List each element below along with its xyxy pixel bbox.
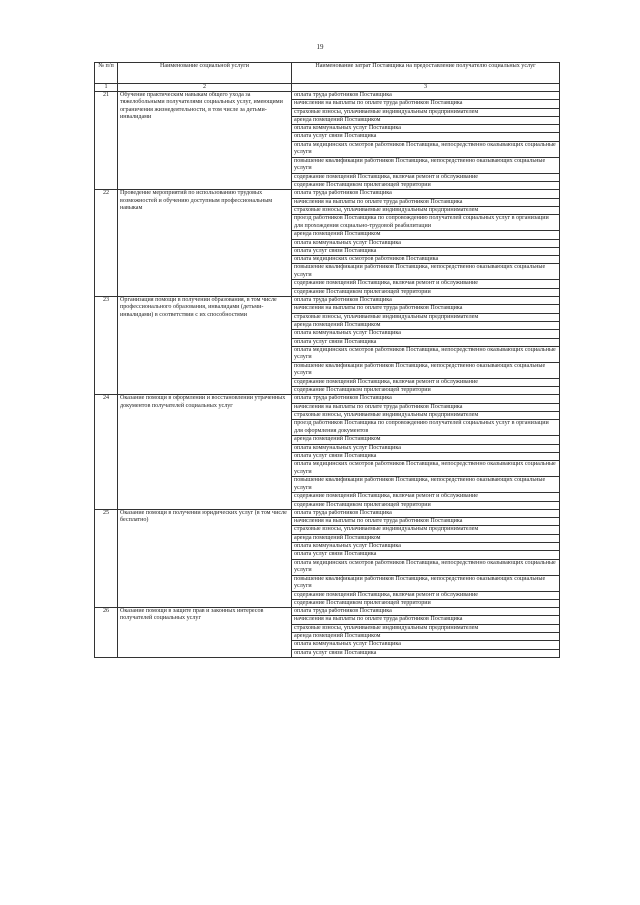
service-name: Оказание помощи в защите прав и законных интересов получателей социальных услуг — [118, 608, 292, 658]
cost-item: содержание помещений Поставщика, включая ремонт и обслуживание — [292, 591, 560, 599]
cost-item: начисления на выплаты по оплате труда работников Поставщика — [292, 616, 560, 624]
cost-item: начисления на выплаты по оплате труда работников Поставщика — [292, 100, 560, 108]
cost-item: оплата услуг связи Поставщика — [292, 452, 560, 460]
cost-item: содержание Поставщиком прилегающей территории — [292, 288, 560, 296]
index-2: 2 — [118, 84, 292, 92]
cost-item: аренда помещений Поставщиком — [292, 633, 560, 641]
cost-item: начисления на выплаты по оплате труда работников Поставщика — [292, 403, 560, 411]
cost-item: проезд работников Поставщика по сопровождению получателей социальных услуг в организации для прохождения социально-трудовой реабилитации — [292, 215, 560, 231]
header-service: Наименование социальной услуги — [118, 63, 292, 84]
table-row — [95, 395, 560, 403]
cost-item: содержание помещений Поставщика, включая ремонт и обслуживание — [292, 173, 560, 181]
cost-item: оплата коммунальных услуг Поставщика — [292, 330, 560, 338]
cost-item: оплата услуг связи Поставщика — [292, 551, 560, 559]
cost-item: начисления на выплаты по оплате труда работников Поставщика — [292, 305, 560, 313]
cost-item: оплата коммунальных услуг Поставщика — [292, 542, 560, 550]
cost-item: оплата медицинских осмотров работников Поставщика, непосредственно оказывающих социальные услуги — [292, 141, 560, 157]
cost-item: страховые взносы, уплачиваемые индивидуальным предпринимателем — [292, 108, 560, 116]
index-1: 1 — [95, 84, 118, 92]
cost-item: повышение квалификации работников Поставщика, непосредственно оказывающих социальные услуги — [292, 157, 560, 173]
cost-item: оплата коммунальных услуг Поставщика — [292, 239, 560, 247]
table-body — [95, 92, 560, 658]
cost-item: повышение квалификации работников Поставщика, непосредственно оказывающих социальные услуги — [292, 477, 560, 493]
index-3: 3 — [292, 84, 560, 92]
service-number: 23 — [95, 297, 118, 395]
service-name: Оказание помощи в оформлении и восстановлении утраченных документов получателей социальных услуг — [118, 395, 292, 509]
service-name: Обучение практическим навыкам общего ухода за тяжелобольными получателями социальных услуг, имеющими ограничения жизнедеятельности, в том числе за детьми-инвалидами — [118, 92, 292, 190]
cost-item: начисления на выплаты по оплате труда работников Поставщика — [292, 518, 560, 526]
header-costs: Наименование затрат Поставщика на предоставление получателю социальных услуг — [292, 63, 560, 84]
cost-item: оплата медицинских осмотров работников Поставщика — [292, 256, 560, 264]
cost-item: оплата труда работников Поставщика — [292, 92, 560, 100]
page-number: 19 — [316, 43, 324, 51]
cost-item: повышение квалификации работников Поставщика, непосредственно оказывающих социальные услуги — [292, 362, 560, 378]
cost-item: оплата услуг связи Поставщика — [292, 247, 560, 255]
table-index-row — [95, 84, 560, 92]
cost-item: начисления на выплаты по оплате труда работников Поставщика — [292, 198, 560, 206]
cost-item: аренда помещений Поставщиком — [292, 436, 560, 444]
cost-item: оплата услуг связи Поставщика — [292, 133, 560, 141]
cost-item: содержание помещений Поставщика, включая ремонт и обслуживание — [292, 493, 560, 501]
cost-item: страховые взносы, уплачиваемые индивидуальным предпринимателем — [292, 313, 560, 321]
table-row — [95, 190, 560, 198]
cost-item: оплата медицинских осмотров работников Поставщика, непосредственно оказывающих социальные услуги — [292, 461, 560, 477]
cost-item: оплата труда работников Поставщика — [292, 395, 560, 403]
cost-item: оплата коммунальных услуг Поставщика — [292, 125, 560, 133]
cost-item: содержание Поставщиком прилегающей территории — [292, 599, 560, 607]
table-row — [95, 297, 560, 305]
cost-item: содержание Поставщиком прилегающей территории — [292, 182, 560, 190]
service-name: Оказание помощи в получении юридических услуг (в том числе бесплатно) — [118, 509, 292, 607]
cost-item: оплата услуг связи Поставщика — [292, 649, 560, 657]
cost-item: страховые взносы, уплачиваемые индивидуальным предпринимателем — [292, 624, 560, 632]
cost-item: оплата труда работников Поставщика — [292, 297, 560, 305]
service-number: 22 — [95, 190, 118, 297]
cost-item: страховые взносы, уплачиваемые индивидуальным предпринимателем — [292, 412, 560, 420]
cost-item: аренда помещений Поставщиком — [292, 231, 560, 239]
table-row — [95, 608, 560, 616]
cost-item: оплата коммунальных услуг Поставщика — [292, 641, 560, 649]
cost-item: содержание помещений Поставщика, включая ремонт и обслуживание — [292, 280, 560, 288]
cost-item: оплата коммунальных услуг Поставщика — [292, 444, 560, 452]
cost-item: оплата труда работников Поставщика — [292, 608, 560, 616]
service-number: 25 — [95, 509, 118, 607]
cost-item: повышение квалификации работников Поставщика, непосредственно оказывающих социальные услуги — [292, 264, 560, 280]
cost-item: оплата труда работников Поставщика — [292, 509, 560, 517]
cost-item: проезд работников Поставщика по сопровождению получателей социальных услуг в организации для оформления документов — [292, 420, 560, 436]
cost-item: оплата услуг связи Поставщика — [292, 338, 560, 346]
table-row — [95, 92, 560, 100]
cost-item: повышение квалификации работников Поставщика, непосредственно оказывающих социальные услуги — [292, 575, 560, 591]
table-header-row — [95, 63, 560, 84]
cost-item: страховые взносы, уплачиваемые индивидуальным предпринимателем — [292, 526, 560, 534]
service-number: 24 — [95, 395, 118, 509]
service-number: 21 — [95, 92, 118, 190]
cost-item: оплата медицинских осмотров работников Поставщика, непосредственно оказывающих социальные услуги — [292, 346, 560, 362]
header-number: № п/п — [95, 63, 118, 84]
cost-item: оплата труда работников Поставщика — [292, 190, 560, 198]
service-name: Проведение мероприятий по использованию трудовых возможностей и обучению доступным профессиональным навыкам — [118, 190, 292, 297]
cost-item: аренда помещений Поставщиком — [292, 321, 560, 329]
social-services-table — [94, 62, 560, 658]
cost-item: содержание помещений Поставщика, включая ремонт и обслуживание — [292, 378, 560, 386]
service-name: Организация помощи в получении образования, в том числе профессионального образования, инвалидами (детьми-инвалидами) в соответствии с их способностями — [118, 297, 292, 395]
cost-item: оплата медицинских осмотров работников Поставщика, непосредственно оказывающих социальные услуги — [292, 559, 560, 575]
service-number: 26 — [95, 608, 118, 658]
cost-item: страховые взносы, уплачиваемые индивидуальным предпринимателем — [292, 206, 560, 214]
cost-item: содержание Поставщиком прилегающей территории — [292, 501, 560, 509]
cost-item: аренда помещений Поставщиком — [292, 534, 560, 542]
cost-item: аренда помещений Поставщиком — [292, 116, 560, 124]
table-row — [95, 509, 560, 517]
cost-item: содержание Поставщиком прилегающей территории — [292, 387, 560, 395]
